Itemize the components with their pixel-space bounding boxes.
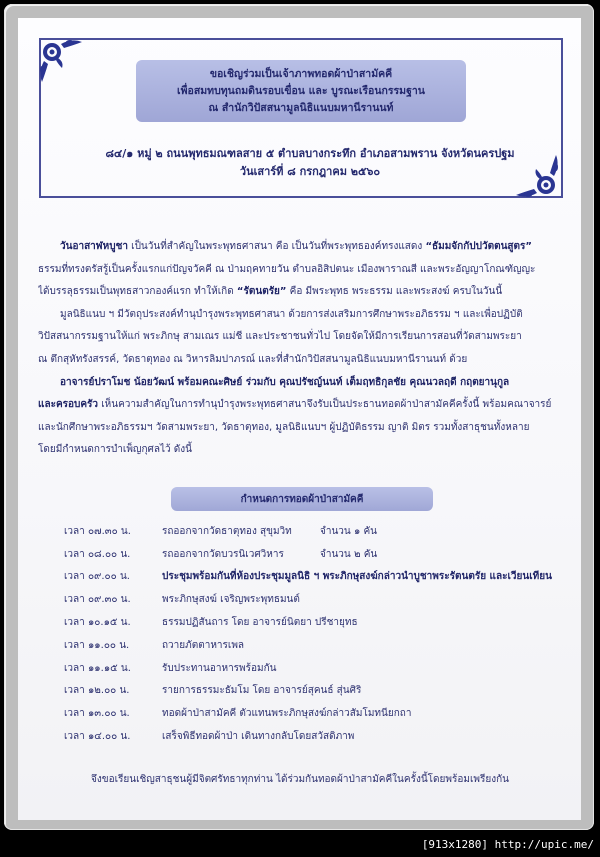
- schedule-activity: รับประทานอาหารพร้อมกัน: [162, 662, 277, 674]
- schedule-time: เวลา ๐๙.๐๐ น.: [64, 571, 130, 583]
- schedule-time: เวลา ๐๘.๐๐ น.: [64, 548, 131, 560]
- schedule-activity: รายการธรรมะธัมโม โดย อาจารย์สุคนธ์ สุ่นศิริ: [162, 685, 362, 697]
- paragraph-3-line: [38, 394, 566, 417]
- invitation-title: [136, 60, 466, 122]
- schedule-time: เวลา ๑๒.๐๐ น.: [64, 685, 130, 697]
- schedule-row: [64, 725, 584, 748]
- paragraph-1-line: [38, 236, 566, 259]
- title-line: ขอเชิญร่วมเป็นเจ้าภาพทอดผ้าป่าสามัคคี: [209, 67, 393, 80]
- text: เห็นความสำคัญในการทำนุบำรุงพระพุทธศาสนาจึงรับเป็นประธานทอดผ้าป่าสามัคคีครั้งนี้ พร้อมคณาจารย์: [98, 399, 552, 411]
- schedule-count: จำนวน ๑ คัน: [320, 525, 377, 537]
- schedule-activity: รถออกจากวัดบวรนิเวศวิหาร: [162, 548, 284, 560]
- schedule-row: [64, 657, 584, 680]
- title-line: ณ สำนักวิปัสสนามูลนิธิแนบมหานีรานนท์: [208, 101, 394, 114]
- paragraph-2-line: วิปัสสนากรรมฐานให้แก่ พระภิกษุ สามเณร แม่ชี และประชาชนทั่วไป โดยจัดให้มีการเรียนการสอนที่วัดสามพระยา: [38, 331, 522, 343]
- schedule-row: [64, 566, 584, 589]
- schedule-time: เวลา ๑๔.๐๐ น.: [64, 731, 131, 743]
- text: คือ มีพระพุทธ พระธรรม และพระสงฆ์ ครบในวันนี้: [286, 286, 503, 298]
- image-watermark: [913x1280] http://upic.me/: [421, 838, 594, 851]
- schedule-title: กำหนดการทอดผ้าป่าสามัคคี: [171, 487, 433, 511]
- paragraph-2-line: มูลนิธิแนบ ฯ มีวัตถุประสงค์ทำนุบำรุงพระพุทธศาสนา ด้วยการส่งเสริมการศึกษาพระอภิธรรม ฯ และเพื่อปฏิบัติ: [60, 308, 523, 320]
- paragraph-1-line: ธรรมที่ทรงตรัสรู้เป็นครั้งแรกแก่ปัญจวัคคี ณ ป่ามฤคทายวัน ตำบลอิสิปตนะ เมืองพาราณสี และพระอัญญาโกณฑัญญะ: [38, 263, 536, 275]
- body-text: [38, 236, 566, 462]
- closing-invitation: จึงขอเรียนเชิญสาธุชนผู้มีจิตศรัทธาทุกท่าน ได้ร่วมกันทอดผ้าป่าสามัคคีในครั้งนี้โดยพร้อมเพรียงกัน: [91, 774, 509, 785]
- address-line: ๘๔/๑ หมู่ ๒ ถนนพุทธมณฑลสาย ๕ ตำบลบางกระทึก อำเภอสามพราน จังหวัดนครปฐม: [105, 147, 515, 160]
- highlight-text: อาจารย์ปราโมช น้อยวัฒน์ พร้อมคณะศิษย์ ร่วมกับ คุณปรัชญ์นนท์ เต็มฤทธิกุลชัย คุณนวลฤดี กฤตยานุกูล: [60, 376, 510, 388]
- paragraph-1-line: [38, 281, 566, 304]
- schedule-row: [64, 543, 584, 566]
- schedule-time: เวลา ๑๑.๑๕ น.: [64, 662, 131, 674]
- schedule-activity: ทอดผ้าป่าสามัคคี ตัวแทนพระภิกษุสงฆ์กล่าวสัมโมทนียกถา: [162, 708, 412, 720]
- title-line: เพื่อสมทบทุนถมดินรอบเขื่อน และ บูรณะเรือนกรรมฐาน: [177, 84, 425, 97]
- highlight-text: “ธัมมจักกัปปวัตตนสูตร”: [425, 241, 532, 252]
- highlight-text: “รัตนตรัย”: [236, 286, 287, 298]
- schedule-time: เวลา ๐๗.๓๐ น.: [64, 525, 131, 537]
- corner-ornament-icon: [36, 36, 84, 84]
- schedule-activity: ถวายภัตตาหารเพล: [162, 639, 245, 651]
- schedule-row: [64, 634, 584, 657]
- text: เป็นวันที่สำคัญในพระพุทธศาสนา คือ เป็นวันที่พระพุทธองค์ทรงแสดง: [127, 241, 426, 252]
- date-line: วันเสาร์ที่ ๘ กรกฎาคม ๒๕๖๐: [239, 165, 381, 178]
- paragraph-2-line: ณ ตึกสุหัทรังสรรค์, วัดธาตุทอง ณ วิหารลิมปาภรณ์ และที่สำนักวิปัสสนามูลนิธิแนบมหานีรานนท์ ด้วย: [38, 353, 468, 365]
- schedule-row: [64, 520, 584, 543]
- schedule-activity: เสร็จพิธีทอดผ้าป่า เดินทางกลับโดยสวัสดิภาพ: [162, 731, 355, 743]
- schedule-time: เวลา ๑๓.๐๐ น.: [64, 708, 130, 720]
- schedule-activity: รถออกจากวัดธาตุทอง สุขุมวิท: [162, 525, 292, 537]
- highlight-text: วันอาสาฬหบูชา: [60, 241, 128, 252]
- paragraph-3-line: โดยมีกำหนดการบำเพ็ญกุศลไว้ ดังนี้: [38, 444, 193, 456]
- paragraph-3-line: [38, 372, 566, 395]
- schedule-time: เวลา ๑๑.๐๐ น.: [64, 639, 130, 651]
- schedule-time: เวลา ๐๙.๓๐ น.: [64, 594, 131, 606]
- schedule-row: [64, 588, 584, 611]
- paragraph-3-line: และนักศึกษาพระอภิธรรมฯ วัดสามพระยา, วัดธาตุทอง, มูลนิธิแนบฯ ผู้ปฏิบัติธรรม ญาติ มิตร รวมทั้งสาธุชนทั้งหลาย: [38, 421, 530, 433]
- schedule-activity: ประชุมพร้อมกันที่ห้องประชุมมูลนิธิ ฯ พระภิกษุสงฆ์กล่าวนำบูชาพระรัตนตรัย และเวียนเทียน: [162, 571, 552, 583]
- schedule-row: [64, 611, 584, 634]
- schedule-time: เวลา ๑๐.๑๕ น.: [64, 617, 131, 629]
- schedule-row: [64, 702, 584, 725]
- schedule-activity: ธรรมปฏิสันถาร โดย อาจารย์นิตยา ปรีชายุทธ: [162, 617, 358, 629]
- highlight-text: และครอบครัว: [38, 399, 99, 411]
- text: ได้บรรลุธรรมเป็นพุทธสาวกองค์แรก ทำให้เกิด: [38, 286, 237, 298]
- schedule-count: จำนวน ๒ คัน: [320, 548, 378, 560]
- schedule-row: [64, 680, 584, 703]
- schedule-activity: พระภิกษุสงฆ์ เจริญพระพุทธมนต์: [162, 594, 300, 606]
- schedule-list: [64, 520, 584, 748]
- address-block: [60, 145, 560, 181]
